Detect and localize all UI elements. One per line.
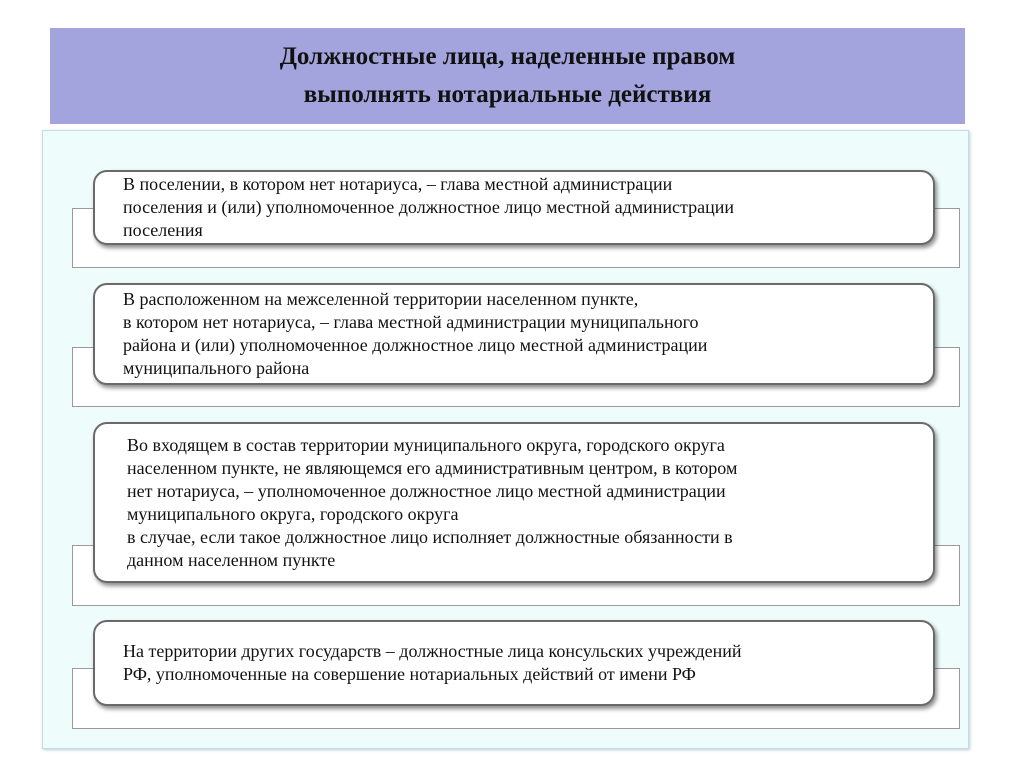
item-box-municipal-district <box>93 422 935 583</box>
item-line: муниципального округа, городского округа <box>127 503 459 524</box>
item-line: Во входящем в состав территории муниципального округа, городского округа <box>127 434 725 455</box>
item-line: поселения и (или) уполномоченное должностное лицо местной администрации <box>123 197 734 217</box>
item-box-settlement <box>93 170 935 245</box>
item-line: данном населенном пункте <box>127 549 336 570</box>
item-box-foreign-states <box>93 620 935 706</box>
item-line: нет нотариуса, – уполномоченное должностное лицо местной администрации <box>127 480 726 501</box>
item-line: В расположенном на межселенной территории населенном пункте, <box>123 289 639 309</box>
item-line: в случае, если такое должностное лицо исполняет должностные обязанности в <box>127 526 733 547</box>
item-line: муниципального района <box>123 358 310 378</box>
item-line: в котором нет нотариуса, – глава местной администрации муниципального <box>123 312 699 332</box>
title-line: выполнять нотариальные действия <box>303 81 712 108</box>
title-banner <box>50 28 965 124</box>
item-line: поселения <box>123 220 203 240</box>
item-line: На территории других государств – должностные лица консульских учреждений <box>123 641 742 661</box>
item-line: населенном пункте, не являющемся его административным центром, в котором <box>127 457 738 478</box>
item-line: района и (или) уполномоченное должностное лицо местной администрации <box>123 335 708 355</box>
title-line: Должностные лица, наделенные правом <box>279 43 736 70</box>
item-line: РФ, уполномоченные на совершение нотариальных действий от имени РФ <box>123 664 696 684</box>
item-line: В поселении, в котором нет нотариуса, – глава местной администрации <box>123 174 673 194</box>
item-box-inter-settlement <box>93 283 935 385</box>
